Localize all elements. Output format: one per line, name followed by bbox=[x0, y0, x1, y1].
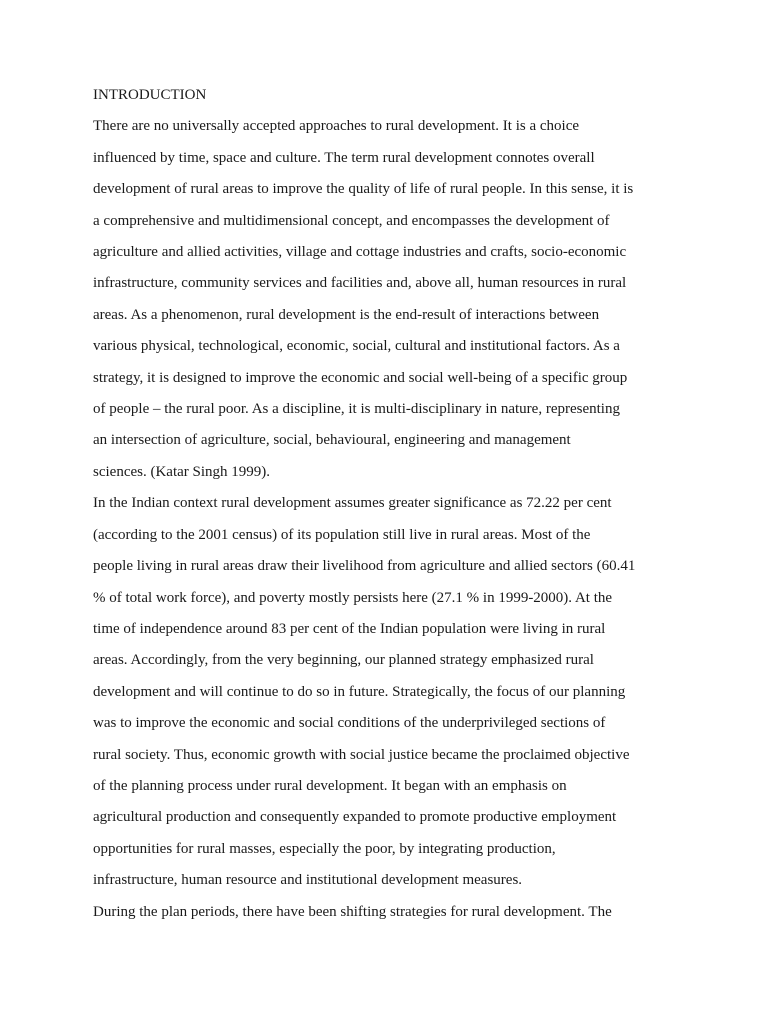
text-line: (according to the 2001 census) of its population still live in rural areas. Most of the bbox=[93, 526, 591, 543]
text-line: was to improve the economic and social conditions of the underprivileged sections of bbox=[93, 715, 606, 732]
text-line: of the planning process under rural development. It began with an emphasis on bbox=[93, 777, 567, 794]
text-line: development and will continue to do so in future. Strategically, the focus of our planning bbox=[93, 683, 626, 700]
text-line: time of independence around 83 per cent of the Indian population were living in rural bbox=[93, 620, 606, 637]
document-page bbox=[93, 80, 713, 928]
text-line: sciences. (Katar Singh 1999). bbox=[93, 463, 271, 480]
text-line: infrastructure, human resource and institutional development measures. bbox=[93, 872, 523, 889]
text-line: agricultural production and consequently expanded to promote productive employment bbox=[93, 809, 617, 826]
text-line: various physical, technological, economic, social, cultural and institutional factors. As a bbox=[93, 338, 620, 355]
text-line: In the Indian context rural development assumes greater significance as 72.22 per cent bbox=[93, 495, 612, 512]
text-line: infrastructure, community services and facilities and, above all, human resources in rural bbox=[93, 275, 627, 292]
text-line: areas. As a phenomenon, rural development is the end-result of interactions between bbox=[93, 306, 600, 323]
text-line: There are no universally accepted approaches to rural development. It is a choice bbox=[93, 118, 580, 135]
body-text bbox=[93, 111, 713, 928]
text-line: opportunities for rural masses, especially the poor, by integrating production, bbox=[93, 840, 556, 857]
text-line: influenced by time, space and culture. The term rural development connotes overall bbox=[93, 149, 595, 166]
text-line: of people – the rural poor. As a discipline, it is multi-disciplinary in nature, representing bbox=[93, 401, 620, 418]
text-line: strategy, it is designed to improve the economic and social well-being of a specific group bbox=[93, 369, 628, 386]
text-line: an intersection of agriculture, social, behavioural, engineering and management bbox=[93, 432, 571, 449]
section-heading: INTRODUCTION bbox=[93, 87, 207, 103]
text-line: % of total work force), and poverty mostly persists here (27.1 % in 1999-2000). At the bbox=[93, 589, 613, 606]
text-line: development of rural areas to improve the quality of life of rural people. In this sense, it is bbox=[93, 181, 634, 198]
text-line: areas. Accordingly, from the very beginning, our planned strategy emphasized rural bbox=[93, 652, 594, 669]
text-line: a comprehensive and multidimensional concept, and encompasses the development of bbox=[93, 212, 610, 229]
text-line: people living in rural areas draw their livelihood from agriculture and allied sectors (60.41 bbox=[93, 558, 636, 575]
text-line: During the plan periods, there have been shifting strategies for rural development. The bbox=[93, 903, 612, 920]
text-line: rural society. Thus, economic growth with social justice became the proclaimed objective bbox=[93, 746, 630, 763]
text-line: agriculture and allied activities, village and cottage industries and crafts, socio-economic bbox=[93, 244, 627, 261]
